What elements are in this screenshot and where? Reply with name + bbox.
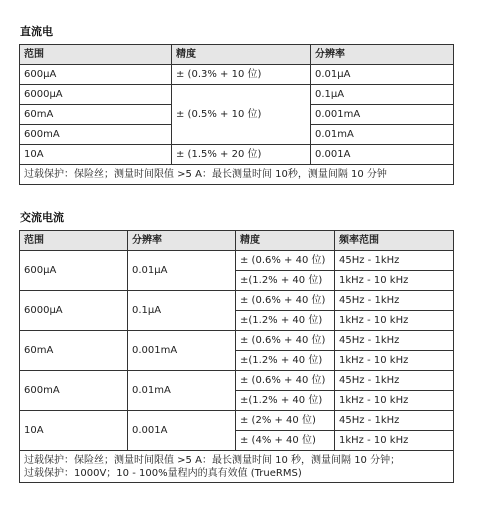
ac-accuracy-cell: ±(1.2% + 40 位) [236,271,335,291]
dc-header-row [20,45,454,65]
ac-resolution-cell: 0.1µA [128,291,236,331]
ac-header-range: 范围 [20,231,128,251]
dc-range-cell: 10A [20,145,172,165]
ac-frequency-cell: 45Hz - 1kHz [335,331,454,351]
ac-frequency-cell: 1kHz - 10 kHz [335,431,454,451]
dc-header-accuracy: 精度 [172,45,311,65]
ac-note-row [20,451,454,483]
ac-resolution-cell: 0.001A [128,411,236,451]
ac-frequency-cell: 45Hz - 1kHz [335,291,454,311]
ac-frequency-cell: 45Hz - 1kHz [335,411,454,431]
dc-spec-table [19,44,454,185]
ac-accuracy-cell: ± (0.6% + 40 位) [236,291,335,311]
ac-accuracy-cell: ± (0.6% + 40 位) [236,331,335,351]
ac-note-line: 过载保护：保险丝；测量时间限值 >5 A：最长测量时间 10 秒，测量间隔 10 分钟； [24,454,401,466]
dc-accuracy-cell: ± (0.3% + 10 位) [172,65,311,85]
dc-row [20,85,454,105]
ac-row [20,411,454,431]
ac-frequency-cell: 1kHz - 10 kHz [335,271,454,291]
ac-row [20,251,454,271]
ac-frequency-cell: 45Hz - 1kHz [335,371,454,391]
ac-frequency-cell: 1kHz - 10 kHz [335,391,454,411]
ac-accuracy-cell: ± (2% + 40 位) [236,411,335,431]
dc-section-title: 直流电 [20,25,53,38]
dc-note-row [20,165,454,185]
ac-resolution-cell: 0.001mA [128,331,236,371]
dc-resolution-cell: 0.01mA [311,125,454,145]
ac-header-accuracy: 精度 [236,231,335,251]
ac-resolution-cell: 0.01mA [128,371,236,411]
ac-accuracy-cell: ± (0.6% + 40 位) [236,251,335,271]
dc-accuracy-cell: ± (0.5% + 10 位) [172,85,311,145]
dc-range-cell: 600µA [20,65,172,85]
dc-resolution-cell: 0.01µA [311,65,454,85]
dc-note: 过载保护：保险丝；测量时间限值 >5 A：最长测量时间 10秒，测量间隔 10 分钟 [20,165,454,185]
ac-frequency-cell: 1kHz - 10 kHz [335,351,454,371]
ac-resolution-cell: 0.01µA [128,251,236,291]
ac-range-cell: 600mA [20,371,128,411]
dc-row [20,145,454,165]
dc-header-range: 范围 [20,45,172,65]
ac-spec-table [19,230,454,483]
dc-row [20,65,454,85]
ac-frequency-cell: 45Hz - 1kHz [335,251,454,271]
ac-row [20,291,454,311]
dc-resolution-cell: 0.001mA [311,105,454,125]
dc-header-resolution: 分辨率 [311,45,454,65]
ac-range-cell: 10A [20,411,128,451]
ac-accuracy-cell: ±(1.2% + 40 位) [236,311,335,331]
dc-range-cell: 6000µA [20,85,172,105]
ac-header-row [20,231,454,251]
dc-resolution-cell: 0.1µA [311,85,454,105]
ac-header-resolution: 分辨率 [128,231,236,251]
dc-resolution-cell: 0.001A [311,145,454,165]
ac-header-frequency: 频率范围 [335,231,454,251]
ac-range-cell: 6000µA [20,291,128,331]
ac-accuracy-cell: ± (0.6% + 40 位) [236,371,335,391]
ac-frequency-cell: 1kHz - 10 kHz [335,311,454,331]
ac-range-cell: 600µA [20,251,128,291]
dc-range-cell: 60mA [20,105,172,125]
ac-row [20,331,454,351]
ac-accuracy-cell: ±(1.2% + 40 位) [236,391,335,411]
ac-accuracy-cell: ±(1.2% + 40 位) [236,351,335,371]
ac-note [20,451,454,483]
ac-section-title: 交流电流 [20,211,64,224]
dc-accuracy-cell: ± (1.5% + 20 位) [172,145,311,165]
ac-row [20,371,454,391]
ac-note-line: 过载保护：1000V；10 - 100%量程内的真有效值 (TrueRMS) [24,467,302,479]
dc-range-cell: 600mA [20,125,172,145]
ac-accuracy-cell: ± (4% + 40 位) [236,431,335,451]
ac-range-cell: 60mA [20,331,128,371]
